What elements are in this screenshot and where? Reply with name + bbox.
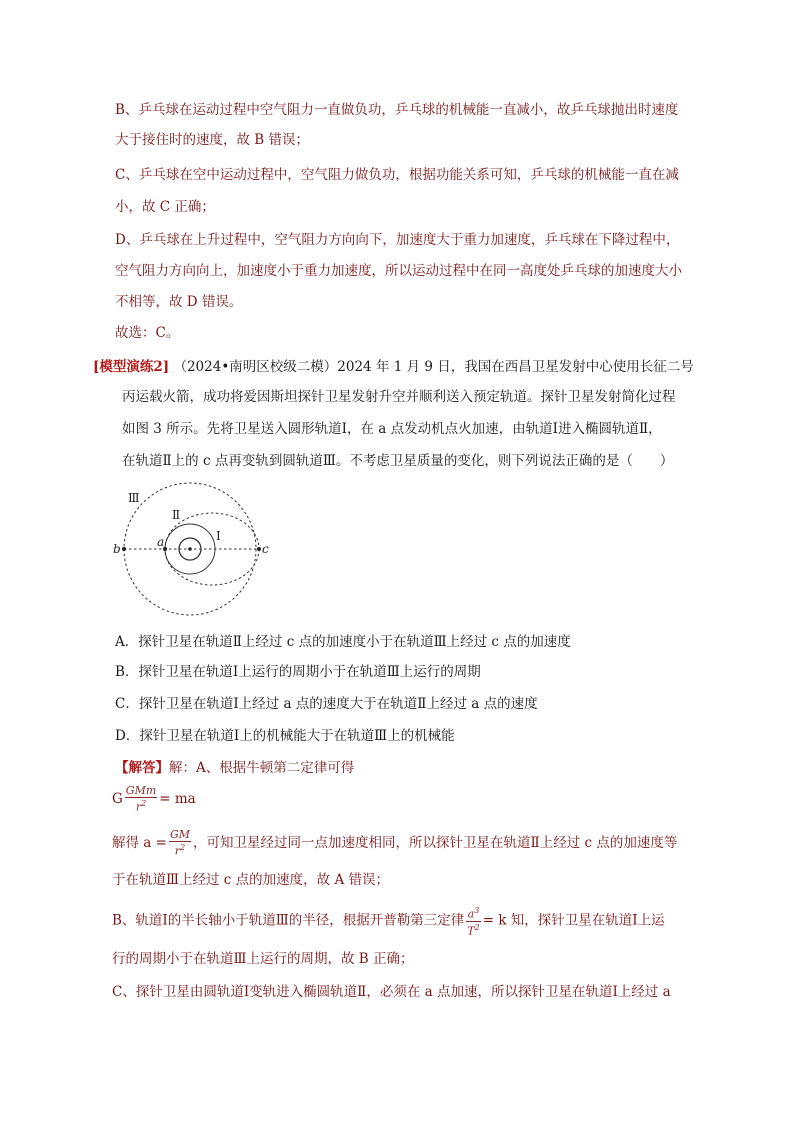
solution-b-line1 [112,905,665,937]
a1-fraction [169,829,191,858]
option-b: B．探针卫星在轨道Ⅰ上运行的周期小于在轨道Ⅲ上运行的周期 [115,664,481,680]
point-a-label: a [157,535,165,549]
prev-solution-d-line2: 空气阻力方向向上，加速度小于重力加速度，所以运动过程中在同一高度处乒乓球的加速度大小 [115,263,682,279]
b1-suffix: = k 知，探针卫星在轨道Ⅰ上运 [482,912,665,929]
eq1-numerator: GMm [125,784,157,797]
eq1-fraction [125,785,157,814]
b1-numerator: $a^3$ [467,906,480,921]
solution-b-line2: 行的周期小于在轨道Ⅲ上运行的周期，故 B 正确； [112,951,414,967]
prev-solution-choice: 故选：C。 [115,325,180,341]
prev-solution-b-line1: B、乒乓球在运动过程中空气阻力一直做负功，乒乓球的机械能一直减小，故乒乓球抛出时速度 [115,102,679,118]
prev-solution-c-line2: 小，故 C 正确； [115,199,215,215]
orbit-2-label: Ⅱ [172,508,181,522]
option-d: D．探针卫星在轨道Ⅰ上的机械能大于在轨道Ⅲ上的机械能 [115,728,455,744]
prev-solution-c-line1: C、乒乓球在空中运动过程中，空气阻力做负功，根据功能关系可知，乒乓球的机械能一直在减 [115,167,679,183]
point-b-dot [122,547,126,551]
a1-denominator: $r^2$ [174,843,186,858]
problem-line2: 丙运载火箭，成功将爱因斯坦探针卫星发射升空并顺利送入预定轨道。探针卫星发射简化过程 [122,389,676,405]
point-b-label: b [113,542,121,556]
solution-a-line1 [112,829,677,858]
solution-c-line1: C、探针卫星由圆轨道Ⅰ变轨进入椭圆轨道Ⅱ，必须在 a 点加速，所以探针卫星在轨道Ⅰ上经过 a [112,984,671,1000]
option-a: A．探针卫星在轨道Ⅱ上经过 c 点的加速度小于在轨道Ⅲ上经过 c 点的加速度 [115,634,571,650]
problem-tag: [模型演练2] [93,359,170,375]
orbit-3-label: Ⅲ [128,491,140,505]
problem-line1 [93,358,694,376]
option-c: C．探针卫星在轨道Ⅰ上经过 a 点的速度大于在轨道Ⅱ上经过 a 点的速度 [115,696,538,712]
equation-newton [112,785,196,814]
solution-intro: 解：A、根据牛顿第二定律可得 [169,760,355,776]
b1-prefix: B、轨道Ⅰ的半长轴小于轨道Ⅲ的半径，根据开普勒第三定律 [112,912,465,929]
eq1-prefix: G [112,790,123,807]
point-c-label: c [262,542,269,556]
a1-numerator: GM [169,828,191,841]
eq1-denominator: $r^2$ [135,799,147,814]
center-dot [188,547,192,551]
point-c-dot [257,547,261,551]
eq1-suffix: = ma [159,790,196,807]
prev-solution-b-line2: 大于接住时的速度，故 B 错误； [115,132,310,148]
problem-text-1: （2024•南明区校级二模）2024 年 1 月 9 日，我国在西昌卫星发射中心使用长征二号 [173,359,694,375]
a1-suffix: ，可知卫星经过同一点加速度相同，所以探针卫星在轨道Ⅱ上经过 c 点的加速度等 [193,834,678,851]
solution-intro-line [115,759,354,777]
orbit-1-label: Ⅰ [216,529,221,543]
solution-tag: 【解答】 [115,760,169,776]
problem-line3: 如图 3 所示。先将卫星送入圆形轨道Ⅰ，在 a 点发动机点火加速，由轨道Ⅰ进入椭圆轨道Ⅱ， [122,421,662,437]
a1-prefix: 解得 a = [112,834,167,851]
prev-solution-d-line1: D、乒乓球在上升过程中，空气阻力方向向下，加速度大于重力加速度，乒乓球在下降过程中， [115,232,680,248]
b1-fraction [466,905,480,937]
problem-line4: 在轨道Ⅱ上的 c 点再变轨到圆轨道Ⅲ。不考虑卫星质量的变化，则下列说法正确的是（ ） [122,453,674,469]
prev-solution-d-line3: 不相等，故 D 错误。 [115,294,243,310]
orbit-diagram [108,482,288,617]
solution-a-line2: 于在轨道Ⅲ上经过 c 点的加速度，故 A 错误； [112,872,389,888]
b1-denominator: $T^2$ [467,922,480,938]
